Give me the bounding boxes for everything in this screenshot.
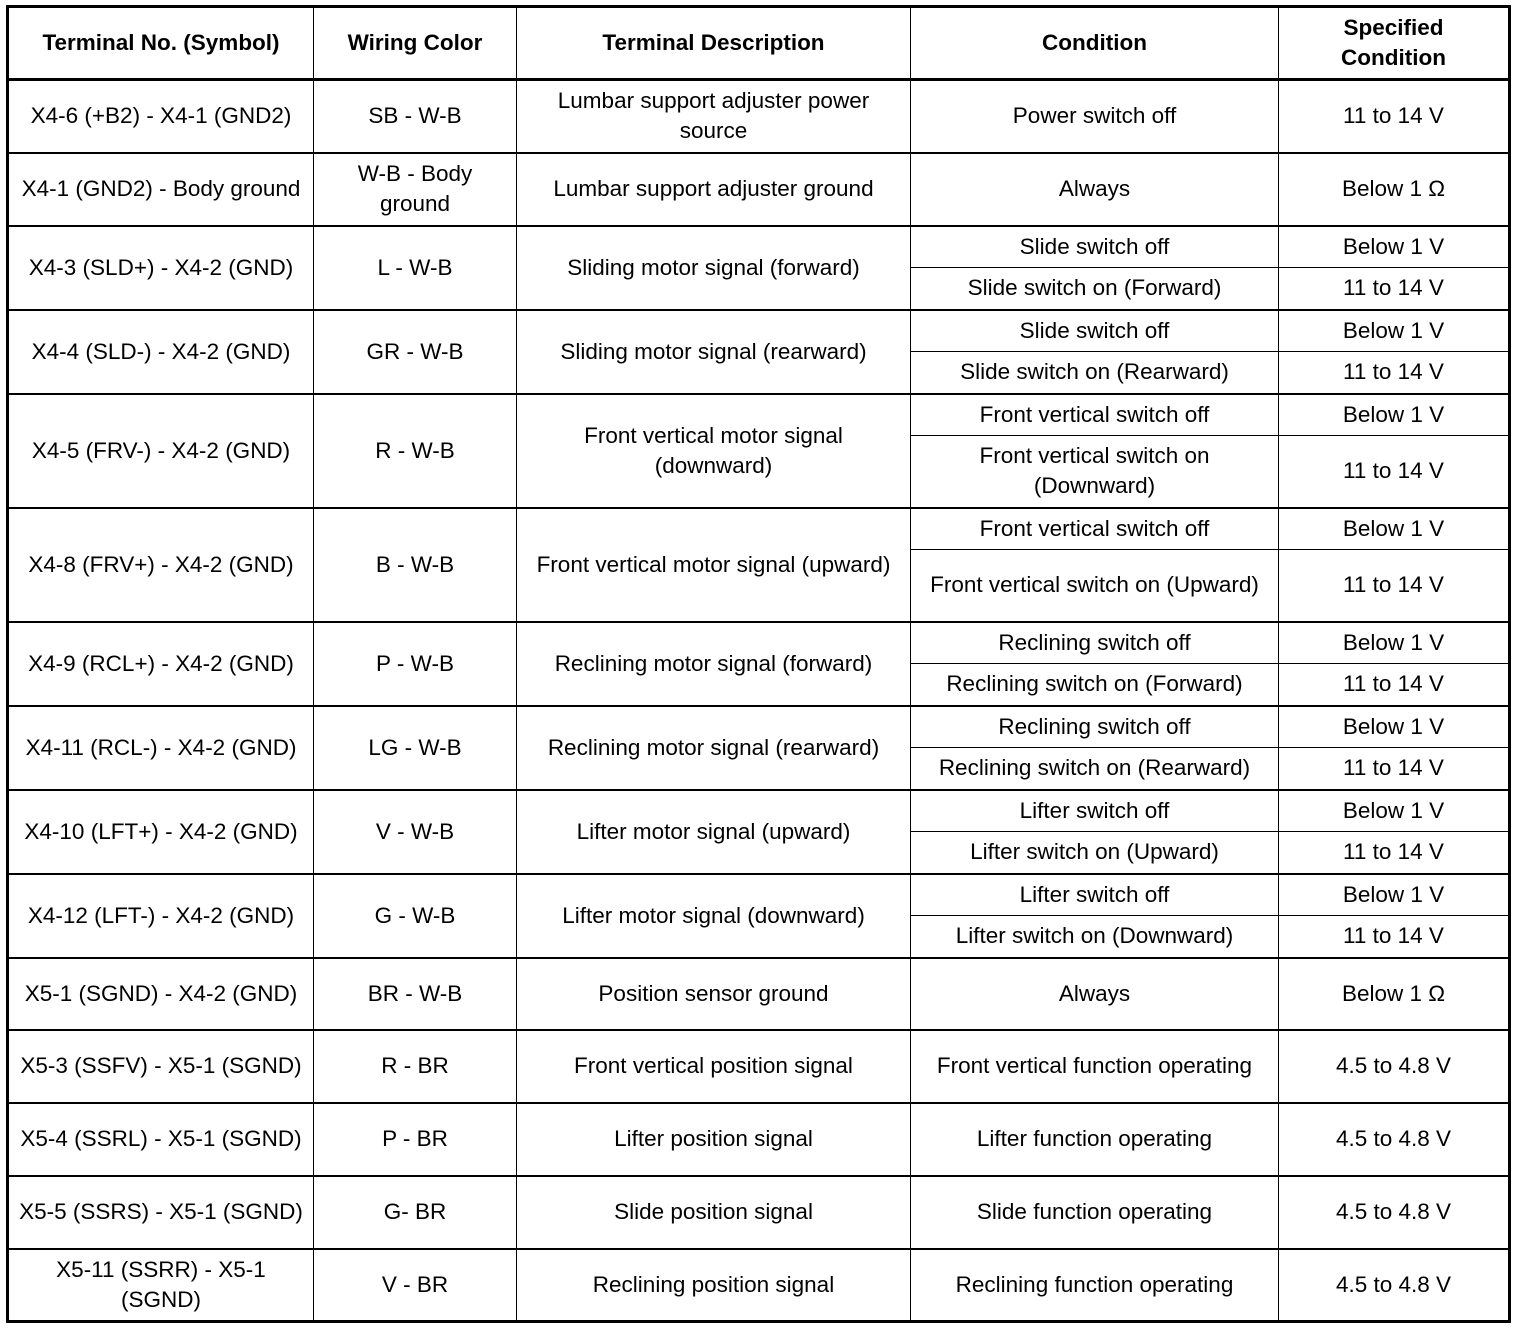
description-cell: Front vertical position signal (517, 1030, 911, 1103)
condition-cell: Slide switch off (911, 310, 1279, 352)
table-row (8, 153, 1510, 226)
wiring-color-cell: G- BR (314, 1176, 517, 1249)
specified-condition-cell: Below 1 V (1279, 310, 1510, 352)
specified-condition-cell: 4.5 to 4.8 V (1279, 1176, 1510, 1249)
terminal-cell: X4-3 (SLD+) - X4-2 (GND) (8, 226, 314, 310)
terminal-cell: X4-4 (SLD-) - X4-2 (GND) (8, 310, 314, 394)
condition-cell: Always (911, 958, 1279, 1030)
specified-condition-cell: Below 1 Ω (1279, 958, 1510, 1030)
wiring-color-cell: V - W-B (314, 790, 517, 874)
wiring-color-cell: G - W-B (314, 874, 517, 958)
table-row (8, 790, 1510, 832)
description-cell: Sliding motor signal (forward) (517, 226, 911, 310)
header-row (8, 7, 1510, 80)
table-row (8, 874, 1510, 916)
specified-condition-cell: Below 1 V (1279, 706, 1510, 748)
specified-condition-cell: 11 to 14 V (1279, 664, 1510, 706)
table-row (8, 958, 1510, 1030)
wiring-color-cell: R - W-B (314, 394, 517, 508)
description-cell: Position sensor ground (517, 958, 911, 1030)
condition-cell: Front vertical switch off (911, 508, 1279, 550)
description-cell: Reclining position signal (517, 1249, 911, 1322)
wiring-color-cell: V - BR (314, 1249, 517, 1322)
wiring-color-cell: W-B - Body ground (314, 153, 517, 226)
header-condition: Condition (911, 7, 1279, 80)
terminal-cell: X5-5 (SSRS) - X5-1 (SGND) (8, 1176, 314, 1249)
description-cell: Sliding motor signal (rearward) (517, 310, 911, 394)
header-specified-condition: Specified Condition (1279, 7, 1510, 80)
description-cell: Front vertical motor signal (upward) (517, 508, 911, 622)
description-cell: Front vertical motor signal (downward) (517, 394, 911, 508)
condition-cell: Slide switch on (Rearward) (911, 352, 1279, 394)
specified-condition-cell: 4.5 to 4.8 V (1279, 1249, 1510, 1322)
terminal-cell: X4-5 (FRV-) - X4-2 (GND) (8, 394, 314, 508)
condition-cell: Slide switch off (911, 226, 1279, 268)
specified-condition-cell: 11 to 14 V (1279, 352, 1510, 394)
header-description: Terminal Description (517, 7, 911, 80)
specified-condition-cell: Below 1 V (1279, 790, 1510, 832)
condition-cell: Slide switch on (Forward) (911, 268, 1279, 310)
condition-cell: Power switch off (911, 80, 1279, 153)
condition-cell: Reclining function operating (911, 1249, 1279, 1322)
terminal-cell: X4-12 (LFT-) - X4-2 (GND) (8, 874, 314, 958)
terminal-cell: X4-9 (RCL+) - X4-2 (GND) (8, 622, 314, 706)
wiring-color-cell: P - W-B (314, 622, 517, 706)
header-terminal: Terminal No. (Symbol) (8, 7, 314, 80)
terminal-cell: X5-3 (SSFV) - X5-1 (SGND) (8, 1030, 314, 1103)
condition-cell: Front vertical switch on (Upward) (911, 550, 1279, 622)
specified-condition-cell: Below 1 V (1279, 394, 1510, 436)
table-row (8, 622, 1510, 664)
description-cell: Lifter motor signal (downward) (517, 874, 911, 958)
condition-cell: Reclining switch on (Rearward) (911, 748, 1279, 790)
header-wiring-color: Wiring Color (314, 7, 517, 80)
description-cell: Reclining motor signal (rearward) (517, 706, 911, 790)
specified-condition-cell: 4.5 to 4.8 V (1279, 1103, 1510, 1176)
condition-cell: Always (911, 153, 1279, 226)
table-row (8, 706, 1510, 748)
description-cell: Lumbar support adjuster power source (517, 80, 911, 153)
specified-condition-cell: 11 to 14 V (1279, 268, 1510, 310)
table-row (8, 226, 1510, 268)
terminal-cell: X5-4 (SSRL) - X5-1 (SGND) (8, 1103, 314, 1176)
specified-condition-cell: 11 to 14 V (1279, 550, 1510, 622)
terminal-cell: X4-6 (+B2) - X4-1 (GND2) (8, 80, 314, 153)
specified-condition-cell: 11 to 14 V (1279, 80, 1510, 153)
description-cell: Reclining motor signal (forward) (517, 622, 911, 706)
terminal-cell: X4-1 (GND2) - Body ground (8, 153, 314, 226)
terminal-cell: X4-10 (LFT+) - X4-2 (GND) (8, 790, 314, 874)
specified-condition-cell: Below 1 V (1279, 622, 1510, 664)
terminal-cell: X4-11 (RCL-) - X4-2 (GND) (8, 706, 314, 790)
wiring-color-cell: B - W-B (314, 508, 517, 622)
table-row (8, 1103, 1510, 1176)
description-cell: Lifter position signal (517, 1103, 911, 1176)
terminal-cell: X5-1 (SGND) - X4-2 (GND) (8, 958, 314, 1030)
condition-cell: Slide function operating (911, 1176, 1279, 1249)
wiring-color-cell: P - BR (314, 1103, 517, 1176)
description-cell: Lifter motor signal (upward) (517, 790, 911, 874)
terminal-cell: X4-8 (FRV+) - X4-2 (GND) (8, 508, 314, 622)
table-row (8, 508, 1510, 550)
table-row (8, 80, 1510, 153)
specified-condition-cell: Below 1 V (1279, 508, 1510, 550)
condition-cell: Front vertical function operating (911, 1030, 1279, 1103)
specified-condition-cell: Below 1 V (1279, 874, 1510, 916)
specified-condition-cell: 11 to 14 V (1279, 748, 1510, 790)
specified-condition-cell: Below 1 Ω (1279, 153, 1510, 226)
condition-cell: Reclining switch off (911, 706, 1279, 748)
table-row (8, 310, 1510, 352)
condition-cell: Front vertical switch on (Downward) (911, 436, 1279, 508)
specified-condition-cell: 4.5 to 4.8 V (1279, 1030, 1510, 1103)
table-row (8, 1030, 1510, 1103)
wiring-color-cell: LG - W-B (314, 706, 517, 790)
wiring-color-cell: GR - W-B (314, 310, 517, 394)
terminal-inspection-table (6, 5, 1511, 1323)
specified-condition-cell: Below 1 V (1279, 226, 1510, 268)
description-cell: Lumbar support adjuster ground (517, 153, 911, 226)
wiring-color-cell: L - W-B (314, 226, 517, 310)
wiring-color-cell: R - BR (314, 1030, 517, 1103)
specified-condition-cell: 11 to 14 V (1279, 832, 1510, 874)
condition-cell: Front vertical switch off (911, 394, 1279, 436)
specified-condition-cell: 11 to 14 V (1279, 916, 1510, 958)
table-body (8, 80, 1510, 1322)
specified-condition-cell: 11 to 14 V (1279, 436, 1510, 508)
condition-cell: Reclining switch off (911, 622, 1279, 664)
wiring-color-cell: SB - W-B (314, 80, 517, 153)
table-row (8, 1249, 1510, 1322)
condition-cell: Lifter function operating (911, 1103, 1279, 1176)
wiring-color-cell: BR - W-B (314, 958, 517, 1030)
condition-cell: Lifter switch off (911, 874, 1279, 916)
condition-cell: Lifter switch off (911, 790, 1279, 832)
table-row (8, 1176, 1510, 1249)
description-cell: Slide position signal (517, 1176, 911, 1249)
condition-cell: Lifter switch on (Upward) (911, 832, 1279, 874)
table-row (8, 394, 1510, 436)
terminal-cell: X5-11 (SSRR) - X5-1 (SGND) (8, 1249, 314, 1322)
condition-cell: Reclining switch on (Forward) (911, 664, 1279, 706)
condition-cell: Lifter switch on (Downward) (911, 916, 1279, 958)
